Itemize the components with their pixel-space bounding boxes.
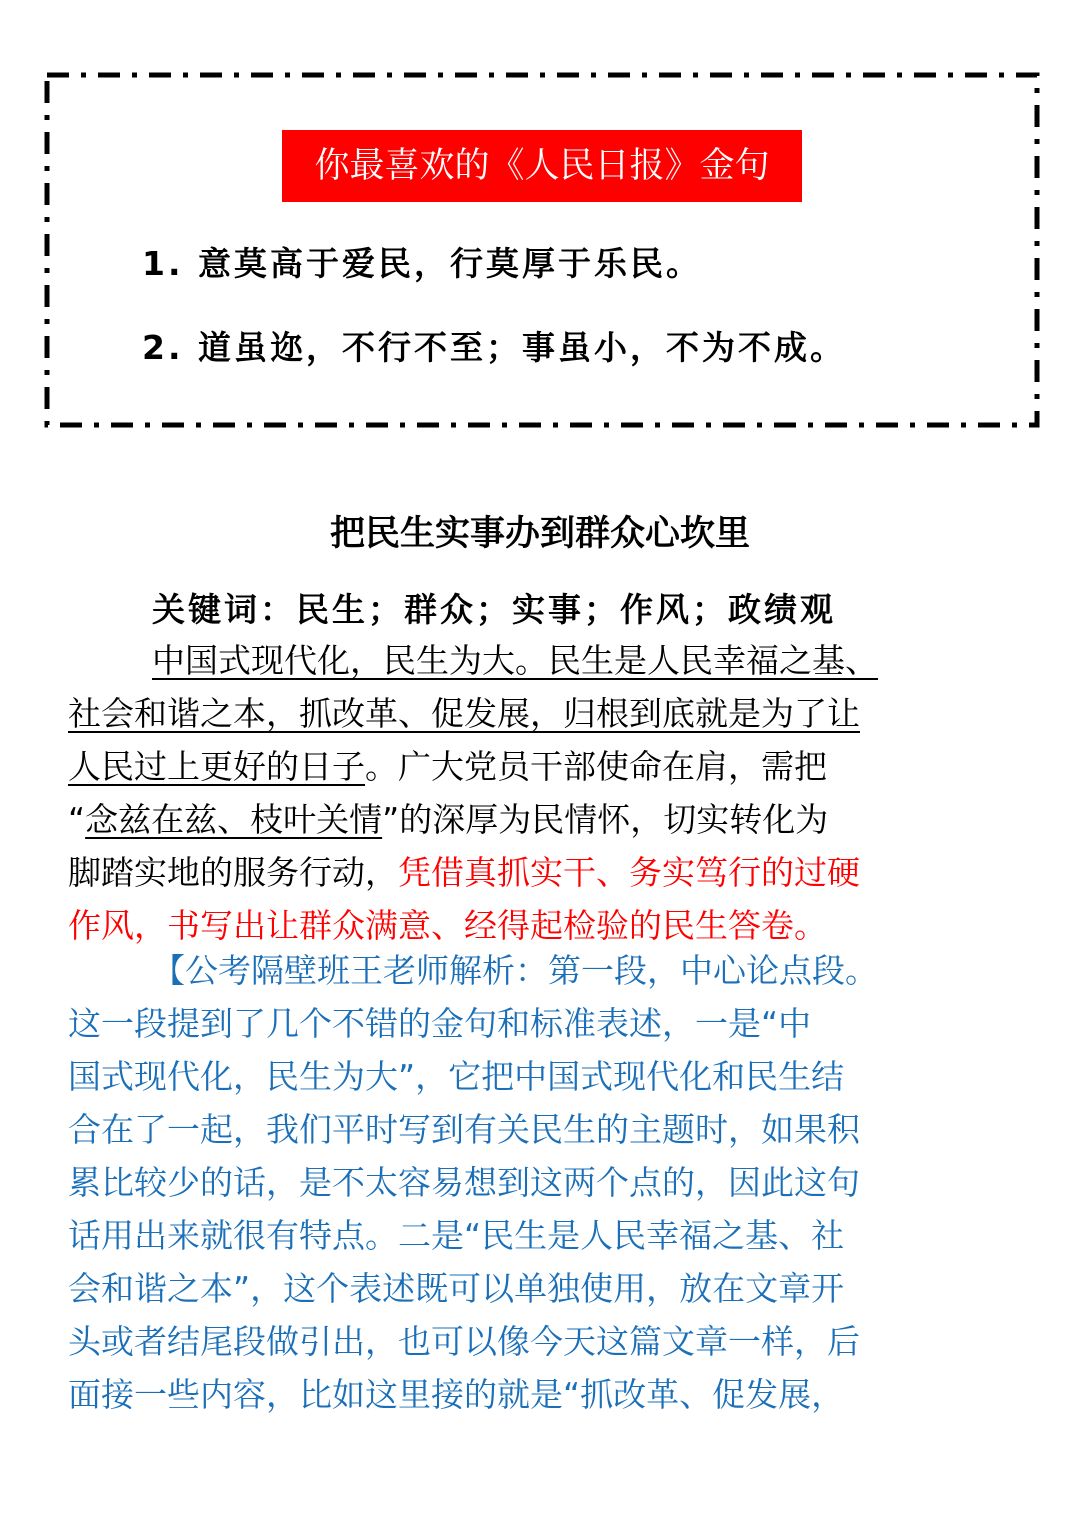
analysis-line: 会和谐之本”，这个表述既可以单独使用，放在文章开 — [68, 1269, 845, 1308]
underlined-text: 人民过上更好的日子 — [68, 747, 365, 786]
red-emphasis-text: 作风，书写出让群众满意、经得起检验的民生答卷。 — [68, 906, 827, 945]
body-text: ”的深厚为民情怀，切实转化为 — [382, 800, 829, 839]
analysis-line: 合在了一起，我们平时写到有关民生的主题时，如果积 — [68, 1110, 860, 1149]
analysis-line: 面接一些内容，比如这里接的就是“抓改革、促发展， — [68, 1375, 845, 1414]
red-emphasis-text: 凭借真抓实干、务实笃行的过硬 — [398, 853, 860, 892]
quote-box — [44, 72, 1040, 428]
analysis-paragraph — [68, 944, 1018, 1421]
analysis-line: 累比较少的话，是不太容易想到这两个点的，因此这句 — [68, 1163, 860, 1202]
analysis-line: 这一段提到了几个不错的金句和标准表述，一是“中 — [68, 1004, 812, 1043]
body-line-2 — [68, 687, 1018, 740]
keywords-line: 关键词：民生；群众；实事；作风；政绩观 — [152, 590, 836, 629]
body-line-1 — [68, 634, 1018, 687]
body-line-5 — [68, 846, 1018, 899]
body-line-4 — [68, 793, 1018, 846]
underlined-text: 社会和谐之本，抓改革、促发展，归根到底就是为了让 — [68, 694, 860, 733]
body-text: 。广大党员干部使命在肩，需把 — [365, 747, 827, 786]
analysis-line: 话用出来就很有特点。二是“民生是人民幸福之基、社 — [68, 1216, 845, 1255]
analysis-line: 国式现代化，民生为大”，它把中国式现代化和民生结 — [68, 1057, 845, 1096]
body-text: 脚踏实地的服务行动， — [68, 853, 398, 892]
underlined-text: 念兹在兹、枝叶关情 — [85, 800, 383, 839]
quote-banner: 你最喜欢的《人民日报》金句 — [282, 130, 802, 202]
quote-item-1: 1. 意莫高于爱民，行莫厚于乐民。 — [142, 244, 702, 283]
analysis-line: 头或者结尾段做引出，也可以像今天这篇文章一样，后 — [68, 1322, 860, 1361]
body-paragraph — [68, 634, 1018, 952]
analysis-line: 【公考隔壁班王老师解析：第一段，中心论点段。 — [152, 951, 878, 990]
body-line-3 — [68, 740, 1018, 793]
body-text: “ — [68, 800, 86, 839]
article-title: 把民生实事办到群众心坎里 — [329, 513, 750, 554]
underlined-text: 中国式现代化，民生为大。民生是人民幸福之基、 — [152, 641, 878, 680]
quote-item-2: 2. 道虽迩，不行不至；事虽小，不为不成。 — [142, 328, 846, 367]
